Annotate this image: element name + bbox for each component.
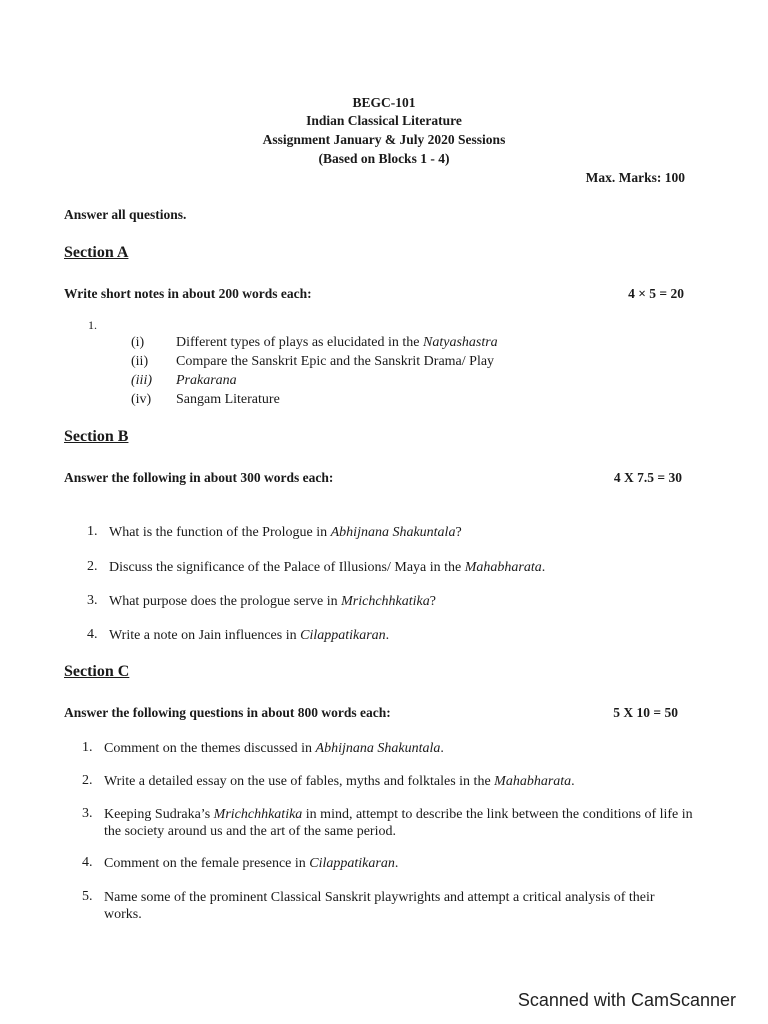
section-b-title: Section B	[64, 428, 129, 445]
question-text: What purpose does the prologue serve in Mrichchhkatika?	[109, 594, 436, 609]
sub-item-text: Sangam Literature	[176, 392, 280, 407]
sub-item-number: (i)	[131, 335, 145, 350]
question-number: 3.	[87, 593, 98, 608]
question-text: Keeping Sudraka’s Mrichchhkatika in mind, attempt to describe the link between the conditions of life in the society around us and the art of the same period.	[104, 807, 693, 839]
question-text: Comment on the female presence in Cilappatikaran.	[104, 856, 399, 871]
question-number: 4.	[87, 627, 98, 642]
question-text: Comment on the themes discussed in Abhijnana Shakuntala.	[104, 741, 444, 756]
sub-item-number: (ii)	[131, 354, 149, 369]
question-number: 1.	[82, 740, 93, 755]
question-text: What is the function of the Prologue in Abhijnana Shakuntala?	[109, 525, 462, 540]
section-a-instruction: Write short notes in about 200 words each:	[64, 286, 312, 301]
sub-item-number: (iv)	[131, 392, 152, 407]
question-number: 2.	[87, 559, 98, 574]
section-a-question-number: 1.	[88, 318, 97, 332]
question-number: 2.	[82, 773, 93, 788]
course-title: Indian Classical Literature	[306, 113, 462, 128]
sub-item-text: Compare the Sanskrit Epic and the Sanskrit Drama/ Play	[176, 354, 495, 369]
section-a-title: Section A	[64, 244, 129, 261]
sub-item-number: (iii)	[131, 373, 152, 388]
camscanner-watermark: Scanned with CamScanner	[517, 990, 736, 1010]
sub-item-text: Different types of plays as elucidated in the Natyashastra	[176, 335, 498, 350]
question-number: 1.	[87, 524, 98, 539]
blocks-line: (Based on Blocks 1 - 4)	[318, 151, 450, 166]
question-number: 5.	[82, 889, 93, 904]
answer-all-instruction: Answer all questions.	[64, 207, 187, 222]
question-text: Name some of the prominent Classical Sanskrit playwrights and attempt a critical analysis of their works.	[104, 890, 655, 922]
question-text: Write a note on Jain influences in Cilappatikaran.	[109, 628, 390, 643]
section-c-title: Section C	[64, 663, 130, 680]
section-b-marks: 4 X 7.5 = 30	[613, 470, 682, 485]
session-line: Assignment January & July 2020 Sessions	[262, 132, 506, 147]
question-text: Write a detailed essay on the use of fables, myths and folktales in the Mahabharata.	[104, 774, 575, 789]
course-code: BEGC-101	[352, 95, 416, 110]
section-a-marks: 4 × 5 = 20	[628, 286, 684, 301]
max-marks: Max. Marks: 100	[585, 170, 685, 185]
question-text: Discuss the significance of the Palace of Illusions/ Maya in the Mahabharata.	[109, 560, 546, 575]
section-c-instruction: Answer the following questions in about 800 words each:	[64, 705, 391, 720]
question-number: 4.	[82, 855, 93, 870]
section-b-instruction: Answer the following in about 300 words each:	[64, 470, 334, 485]
sub-item-text: Prakarana	[176, 373, 237, 388]
question-number: 3.	[82, 806, 93, 821]
section-c-marks: 5 X 10 = 50	[613, 705, 678, 720]
